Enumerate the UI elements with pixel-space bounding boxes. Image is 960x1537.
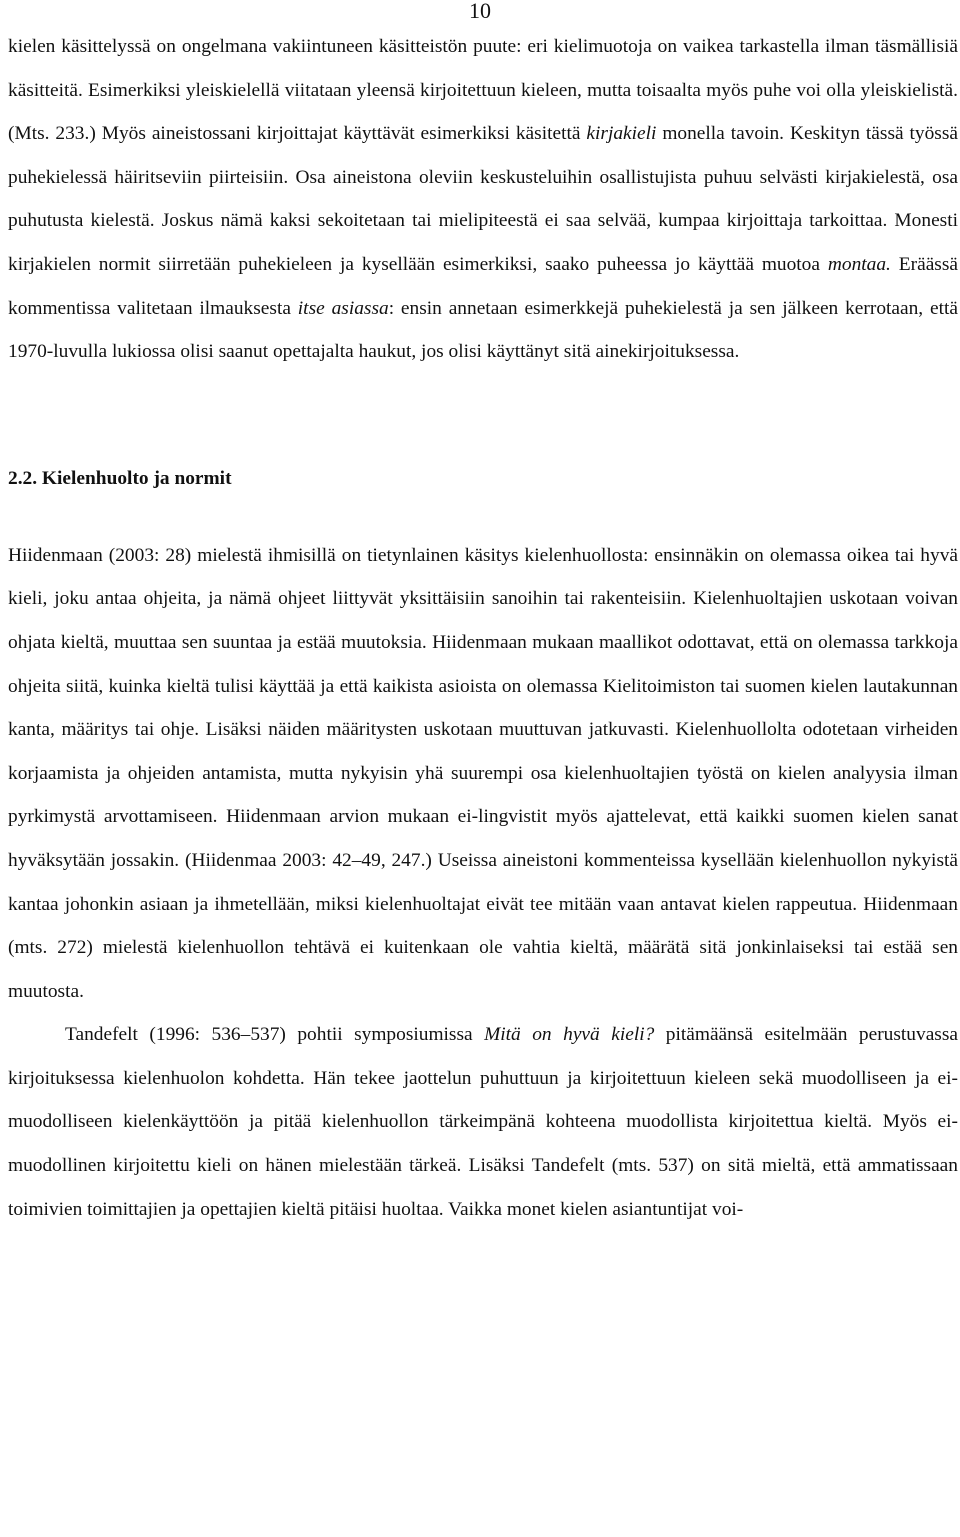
paragraph-tandefelt-text-1: Tandefelt (1996: 536–537) pohtii symposiumissa xyxy=(65,1024,485,1046)
section-heading: 2.2. Kielenhuolto ja normit xyxy=(8,467,232,489)
document-body xyxy=(8,25,958,1231)
paragraph-tandefelt-text-2: pitämäänsä esitelmään perustuvassa kirjoituksessa kielenhuolon kohdetta. Hän tekee jaottelun puhuttuun ja kirjoitettuun kieleen sekä muodolliseen ja ei-muodolliseen kielenkäyttöön ja pitää kielenhuollon tärkeimpänä kohteena muodollista kirjoitettua kieltä. Myös ei-muodollinen kirjoitettu kieli on hänen mielestään tärkeä. Lisäksi Tandefelt (mts. 537) on sitä mieltä, että ammatissaan toimivien toimittajien ja opettajien kieltä pitäisi huoltaa. Vaikka monet kielen asiantuntijat voi- xyxy=(8,1024,958,1220)
term-montaa: montaa. xyxy=(827,253,891,275)
title-mita-on-hyva-kieli: Mitä on hyvä kieli? xyxy=(484,1024,655,1046)
paragraph-intro-text-3: Eräässä kommentissa valitetaan ilmauksesta xyxy=(8,253,959,319)
paragraph-intro xyxy=(8,25,958,374)
paragraph-intro-text-2: monella tavoin. Keskityn tässä työssä puhekielessä häiritseviin piirteisiin. Osa aineistona oleviin keskusteluihin osallistujista puhuu selvästi kirjakielestä, osa puhutusta kielestä. Joskus nämä kaksi sekoitetaan tai mielipiteestä ei saa selvää, kumpaa kirjoittaja tarkoittaa. Monesti kirjakielen normit siirretään puhekieleen ja kysellään esimerkiksi, saako puheessa jo käyttää muotoa xyxy=(8,123,958,275)
term-itse-asiassa: itse asiassa xyxy=(297,297,389,319)
paragraph-tandefelt xyxy=(8,1013,958,1231)
paragraph-intro-text-1: kielen käsittelyssä on ongelmana vakiintuneen käsitteistön puute: eri kielimuotoja on vaikea tarkastella ilman täsmällisiä käsitteitä. Esimerkiksi yleiskielellä viitataan yleensä kirjoitettuun kieleen, mutta toisaalta myös puhe voi olla yleiskielistä. (Mts. 233.) Myös aineistossani kirjoittajat käyttävät esimerkiksi käsitettä xyxy=(8,36,958,145)
paragraph-kielenhuolto: Hiidenmaan (2003: 28) mielestä ihmisillä on tietynlainen käsitys kielenhuollosta: ensinnäkin on olemassa oikea tai hyvä kieli, joku antaa ohjeita, ja nämä ohjeet liittyvät yksittäisiin sanoihin tai rakenteisiin. Kielenhuoltajien uskotaan voivan ohjata kieltä, muuttaa sen suuntaa ja estää muutoksia. Hiidenmaan mukaan maallikot odottavat, että on olemassa tarkkoja ohjeita siitä, kuinka kieltä tulisi käyttää ja että kaikista asioista on olemassa Kielitoimiston tai suomen kielen lautakunnan kanta, määritys tai ohje. Lisäksi näiden määritysten uskotaan muuttuvan jatkuvasti. Kielenhuollolta odotetaan virheiden korjaamista ja ohjeiden antamista, mutta nykyisin yhä suurempi osa kielenhuoltajien työstä on kielen analyysia ilman pyrkimystä arvottamiseen. Hiidenmaan arvion mukaan ei-lingvistit myös ajattelevat, että kaikki suomen kielen sanat hyväksytään jossakin. (Hiidenmaa 2003: 42–49, 247.) Useissa aineistoni kommenteissa kysellään kielenhuollon nykyistä kantaa johonkin asiaan ja ihmetellään, miksi kielenhuoltajat eivät tee mitään vaan antavat kielen rappeutua. Hiidenmaan (mts. 272) mielestä kielenhuollon tehtävä ei kuitenkaan ole vahtia kieltä, määrätä sitä jonkinlaiseksi tai estää sen muutosta. xyxy=(8,544,958,1002)
paragraph-intro-text-4: : ensin annetaan esimerkkejä puhekielestä ja sen jälkeen kerrotaan, että 1970-luvulla lukiossa olisi saanut opettajalta haukut, jos olisi käyttänyt sitä ainekirjoituksessa. xyxy=(8,297,958,363)
term-kirjakieli: kirjakieli xyxy=(586,123,657,145)
page-number: 10 xyxy=(469,0,491,23)
